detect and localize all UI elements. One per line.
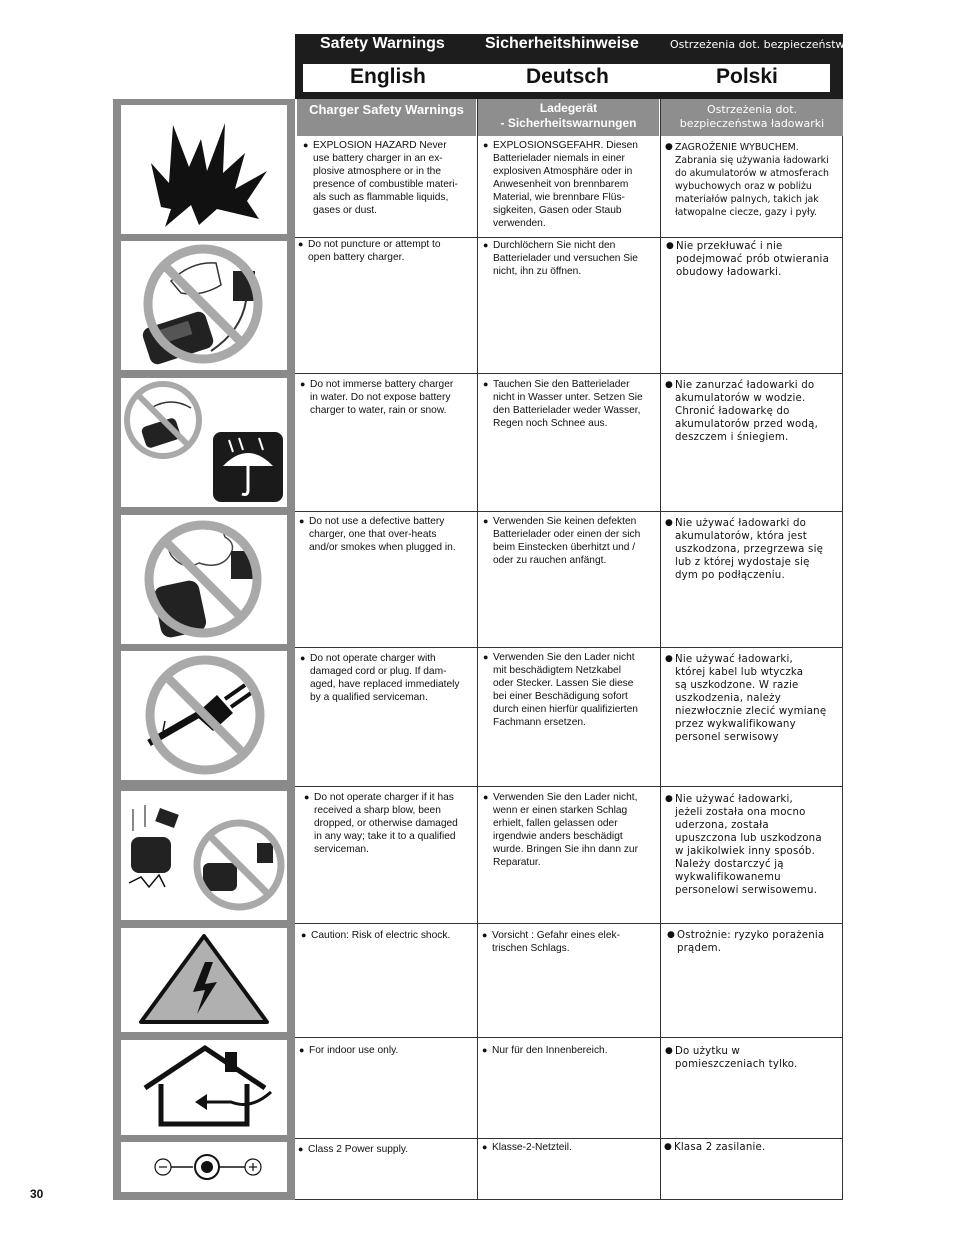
no-puncture-icon <box>121 241 287 370</box>
warning-text: Do not puncture or attempt to open battery charger. <box>308 239 441 263</box>
warning-text: For indoor use only. <box>309 1045 399 1056</box>
warning-cell-de <box>483 378 655 430</box>
bullet: ● <box>665 380 674 390</box>
bullet: ● <box>483 240 489 250</box>
explosion-icon <box>121 105 287 234</box>
warning-text: Do użytku w pomieszczeniach tylko. <box>675 1046 798 1070</box>
language-deutsch: Deutsch <box>526 65 609 88</box>
column-divider <box>477 99 478 1200</box>
column-title-english: Charger Safety Warnings <box>309 102 464 117</box>
warning-cell-de <box>482 929 655 955</box>
warning-cell-en <box>301 929 474 942</box>
warning-cell-de <box>482 1141 655 1154</box>
warning-text: Verwenden Sie den Lader nicht mit beschädigtem Netzkabel oder Stecker. Lassen Sie diese bei einer Beschädigung sofort durch einen hierfür qualifizierten Fachmann ersetzen. <box>493 652 638 728</box>
row-divider <box>295 786 843 787</box>
warning-text: Klasse-2-Netzteil. <box>492 1142 572 1153</box>
bullet: ● <box>483 792 489 802</box>
warning-text: Klasa 2 zasilanie. <box>674 1142 766 1153</box>
warning-cell-de <box>483 139 655 230</box>
row-divider <box>295 511 843 512</box>
dropped-charger-icon <box>121 791 287 920</box>
warning-cell-pl <box>665 517 841 582</box>
row-divider <box>295 923 843 924</box>
warning-text: Caution: Risk of electric shock. <box>311 930 451 941</box>
warning-text: Do not operate charger with damaged cord or plug. If dam- aged, have replaced immediately by a qualified serviceman. <box>310 653 460 703</box>
table-right-border <box>842 136 843 1200</box>
warning-cell-en <box>304 791 474 856</box>
bullet: ● <box>482 930 488 940</box>
warning-cell-pl <box>665 793 841 897</box>
language-polski: Polski <box>716 65 778 88</box>
bullet: ● <box>483 652 489 662</box>
warning-cell-de <box>483 791 655 869</box>
warning-cell-pl <box>667 929 841 955</box>
bullet: ● <box>483 379 489 389</box>
bullet: ● <box>665 654 674 664</box>
bullet: ● <box>664 1142 673 1152</box>
warning-text: EXPLOSION HAZARD Never use battery charger in an ex- plosive atmosphere or in the presence of combustible materi- als such as flammable liquids, gases or dust. <box>313 140 458 216</box>
warning-text: EXPLOSIONSGEFAHR. Diesen Batterielader niemals in einer explosiven Atmosphäre oder in Anwesenheit von brennbarem Material, wie brennbare Flüs- sigkeiten, Gasen oder Staub verwenden. <box>493 140 638 229</box>
warning-cell-en <box>299 515 473 554</box>
warning-cell-pl <box>665 379 841 444</box>
column-title-deutsch-line2: - Sicherheitswarnungen <box>500 116 637 130</box>
bullet: ● <box>300 653 306 663</box>
safety-warnings-de: Sicherheitshinweise <box>485 35 639 52</box>
bullet: ● <box>299 1045 305 1055</box>
warning-cell-pl <box>665 653 841 744</box>
warning-cell-de <box>483 515 655 567</box>
column-title-deutsch-line1: Ladegerät <box>539 101 598 115</box>
bullet: ● <box>483 516 489 526</box>
warning-cell-pl <box>665 141 841 219</box>
warning-cell-de <box>482 1044 655 1057</box>
warning-text: Nie używać ładowarki, której kabel lub wtyczka są uszkodzone. W razie uszkodzenia, należy niezwłocznie zlecić wymianę przez wykwalifikowany personel serwisowy <box>675 654 827 743</box>
bullet: ● <box>665 794 674 804</box>
warning-text: Vorsicht : Gefahr eines elek- trischen Schlags. <box>492 930 620 954</box>
warning-text: Verwenden Sie keinen defekten Batterielader oder einen der sich beim Einstecken überhitzt und / oder zu rauchen anfängt. <box>493 516 641 566</box>
warning-text: Do not immerse battery charger in water. Do not expose battery charger to water, rain or snow. <box>310 379 454 416</box>
column-title-polski-line2: bezpieczeństwa ładowarki <box>679 117 825 130</box>
bullet: ● <box>300 379 306 389</box>
header-bar <box>295 34 852 99</box>
warning-text: Nie przekłuwać i nie podejmować prób otwierania obudowy ładowarki. <box>676 241 830 278</box>
language-row <box>303 64 830 92</box>
warning-cell-en <box>300 378 473 417</box>
warning-cell-pl <box>665 1045 841 1071</box>
row-divider <box>295 1037 843 1038</box>
warning-text: Nie zanurzać ładowarki do akumulatorów w wodzie. Chronić ładowarkę do akumulatorów przed wodą, deszczem i śniegiem. <box>675 380 819 443</box>
electric-shock-icon <box>121 928 287 1032</box>
warning-text: Do not operate charger if it has received a sharp blow, been dropped, or otherwise damaged in any way; take it to a qualified serviceman. <box>314 792 458 855</box>
bullet: ● <box>667 930 676 940</box>
warning-cell-en <box>300 652 473 704</box>
bullet: ● <box>301 930 307 940</box>
damaged-cord-icon <box>121 651 287 780</box>
table-bottom-border <box>295 1199 843 1200</box>
bullet: ● <box>299 516 305 526</box>
warning-cell-de <box>483 651 655 729</box>
bullet: ● <box>298 1144 304 1154</box>
safety-warnings-pl: Ostrzeżenia dot. bezpieczeństwa <box>670 38 852 51</box>
bullet: ● <box>666 241 675 251</box>
warning-text: Durchlöchern Sie nicht den Batterielader und versuchen Sie nicht, ihn zu öffnen. <box>493 240 638 277</box>
warning-cell-de <box>483 239 655 278</box>
column-divider <box>660 99 661 1200</box>
defective-charger-icon <box>121 515 287 644</box>
bullet: ● <box>665 142 673 152</box>
row-divider <box>295 1138 843 1139</box>
warning-text: Class 2 Power supply. <box>308 1144 409 1155</box>
bullet: ● <box>298 239 304 249</box>
bullet: ● <box>665 1046 674 1056</box>
bullet: ● <box>482 1142 488 1152</box>
warning-text: Nie używać ładowarki do akumulatorów, która jest uszkodzona, przegrzewa się lub z której wydostaje się dym po podłączeniu. <box>675 518 824 581</box>
warning-cell-en <box>298 238 473 264</box>
warning-text: ZAGROŻENIE WYBUCHEM. Zabrania się używania ładowarki do akumulatorów w atmosferach wybuchowych oraz w pobliżu materiałów palnych, takich jak łatwopalne ciecze, gazy i pyły. <box>675 142 829 218</box>
warning-text: Ostrożnie: ryzyko porażenia prądem. <box>677 930 825 954</box>
safety-warnings-en: Safety Warnings <box>320 35 445 52</box>
warning-cell-en <box>303 139 473 217</box>
bullet: ● <box>482 1045 488 1055</box>
column-title-polski-line1: Ostrzeżenia dot. <box>706 103 798 116</box>
column-header-deutsch <box>478 99 659 136</box>
row-divider <box>295 373 843 374</box>
warning-text: Verwenden Sie den Lader nicht, wenn er einen starken Schlag erhielt, fallen gelassen oder irgendwie anders beschädigt wurde. Bringen Sie ihn dann zur Reparatur. <box>493 792 638 868</box>
warning-cell-pl <box>664 1141 841 1154</box>
column-header-polski <box>661 99 843 136</box>
warning-cell-en <box>298 1143 473 1156</box>
language-english: English <box>350 65 426 88</box>
bullet: ● <box>304 792 310 802</box>
warning-text: Nie używać ładowarki, jeżeli została ona mocno uderzona, została upuszczona lub uszkodzona w jakikolwiek inny sposób. Należy dostarczyć ją wykwalifikowanemu personelowi serwisowemu. <box>675 794 822 896</box>
bullet: ● <box>665 518 674 528</box>
indoor-use-icon <box>121 1040 287 1135</box>
row-divider <box>295 647 843 648</box>
bullet: ● <box>303 140 309 150</box>
warning-text: Do not use a defective battery charger, one that over-heats and/or smokes when plugged in. <box>309 516 456 553</box>
keep-dry-icon <box>121 378 287 507</box>
page-number: 30 <box>30 1187 44 1201</box>
warning-text: Tauchen Sie den Batterielader nicht in Wasser unter. Setzen Sie den Batterielader weder Wasser, Regen noch Schnee aus. <box>493 379 643 429</box>
bullet: ● <box>483 140 489 150</box>
warning-cell-en <box>299 1044 473 1057</box>
column-header-english <box>297 99 476 136</box>
warning-cell-pl <box>666 240 841 279</box>
polarity-icon <box>121 1142 287 1192</box>
warning-text: Nur für den Innenbereich. <box>492 1045 608 1056</box>
